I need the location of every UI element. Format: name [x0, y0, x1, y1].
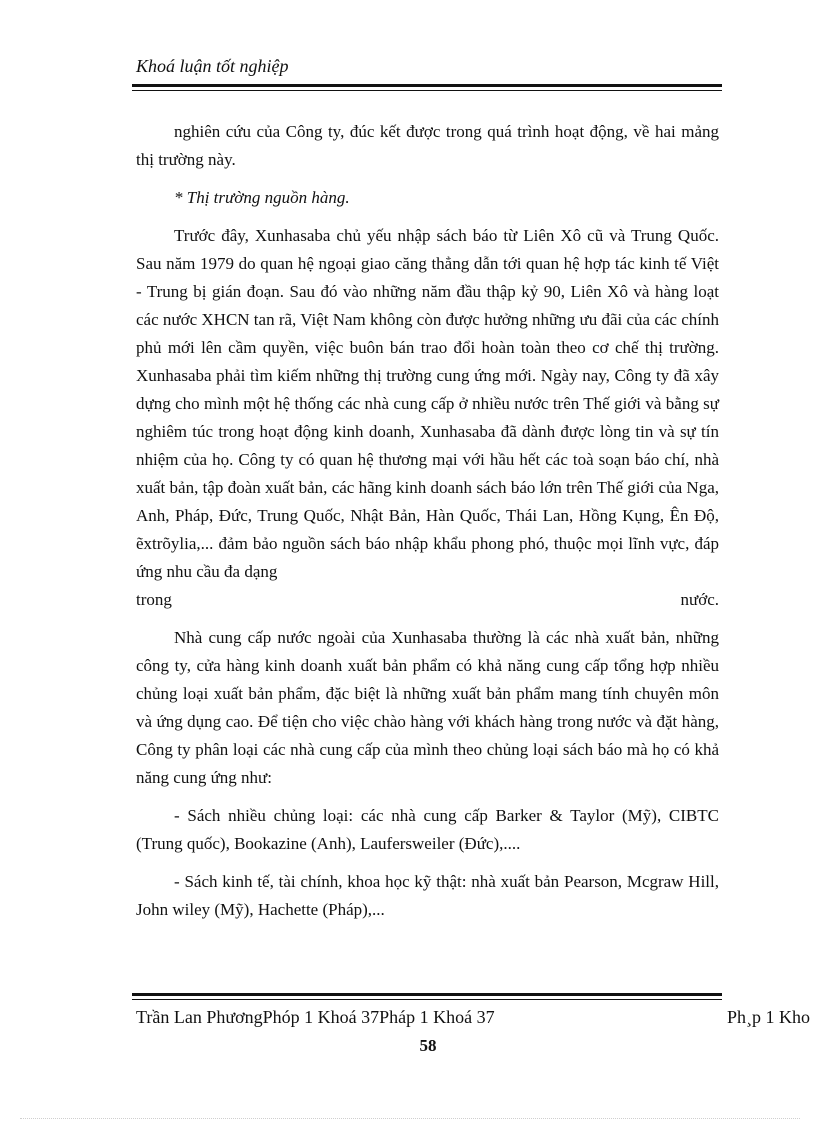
- paragraph-2-last-line: [136, 586, 719, 614]
- list-item-2: - Sách kinh tế, tài chính, khoa học kỹ thật: nhà xuất bản Pearson, Mcgraw Hill, John wiley (Mỹ), Hachette (Pháp),...: [136, 872, 719, 919]
- paragraph-2-trail-left: trong: [136, 590, 172, 609]
- footer-rule: [132, 993, 722, 1000]
- paragraph-2-trail-right: nước.: [680, 590, 719, 609]
- header-rule: [132, 84, 722, 91]
- footer-author: Trần Lan PhươngPhóp 1 Khoá 37Pháp 1 Khoá 37: [136, 1007, 495, 1027]
- paragraph-3: Nhà cung cấp nước ngoài của Xunhasaba thường là các nhà xuất bản, những công ty, cửa hàng kinh doanh xuất bản phẩm có khả năng cung cấp tổng hợp nhiều chủng loại xuất bản phẩm, đặc biệt là những xuất bản phẩm mang tính chuyên môn và ứng dụng cao. Để tiện cho việc chào hàng với khách hàng trong nước và đặt hàng, Công ty phân loại các nhà cung cấp của mình theo chủng loại sách báo mà họ có khả năng cung ứng như:: [136, 628, 719, 787]
- section-heading: * Thị trường nguồn hàng.: [174, 188, 350, 207]
- page-number: 58: [419, 1036, 437, 1055]
- paragraph-1: nghiên cứu của Công ty, đúc kết được trong quá trình hoạt động, về hai mảng thị trường này.: [136, 122, 719, 169]
- running-header-title: Khoá luận tốt nghiệp: [136, 56, 289, 76]
- bottom-dotted-line: [20, 1118, 800, 1119]
- paragraph-2: Trước đây, Xunhasaba chủ yếu nhập sách báo từ Liên Xô cũ và Trung Quốc. Sau năm 1979 do quan hệ ngoại giao căng thẳng dẫn tới quan hệ hợp tác kinh tế Việt - Trung bị gián đoạn. Sau đó vào những năm đầu thập kỷ 90, Liên Xô và hàng loạt các nước XHCN tan rã, Việt Nam không còn được hưởng những ưu đãi của các chính phủ mới lên cầm quyền, việc buôn bán trao đổi hoàn toàn theo cơ chế thị trường. Xunhasaba phải tìm kiếm những thị trường cung ứng mới. Ngày nay, Công ty đã xây dựng cho mình một hệ thống các nhà cung cấp ở nhiều nước trên Thế giới và bằng sự nghiêm túc trong hoạt động kinh doanh, Xunhasaba đã dành được lòng tin và sự tín nhiệm của họ. Công ty có quan hệ thương mại với hầu hết các toà soạn báo chí, nhà xuất bản, tập đoàn xuất bản, các hãng kinh doanh sách báo lớn trên Thế giới của Nga, Anh, Pháp, Đức, Trung Quốc, Nhật Bản, Hàn Quốc, Thái Lan, Hồng Kụng, Ên Độ, ẽxtrõylia,... đảm bảo nguồn sách báo nhập khẩu phong phó, thuộc mọi lĩnh vực, đáp ứng nhu cầu đa dạng: [136, 226, 719, 581]
- footer-right-text: Ph¸p 1 Kho: [727, 1007, 811, 1027]
- list-item-1: - Sách nhiều chủng loại: các nhà cung cấp Barker & Taylor (Mỹ), CIBTC (Trung quốc), Bookazine (Anh), Laufersweiler (Đức),....: [136, 806, 719, 853]
- body-text: [136, 118, 719, 924]
